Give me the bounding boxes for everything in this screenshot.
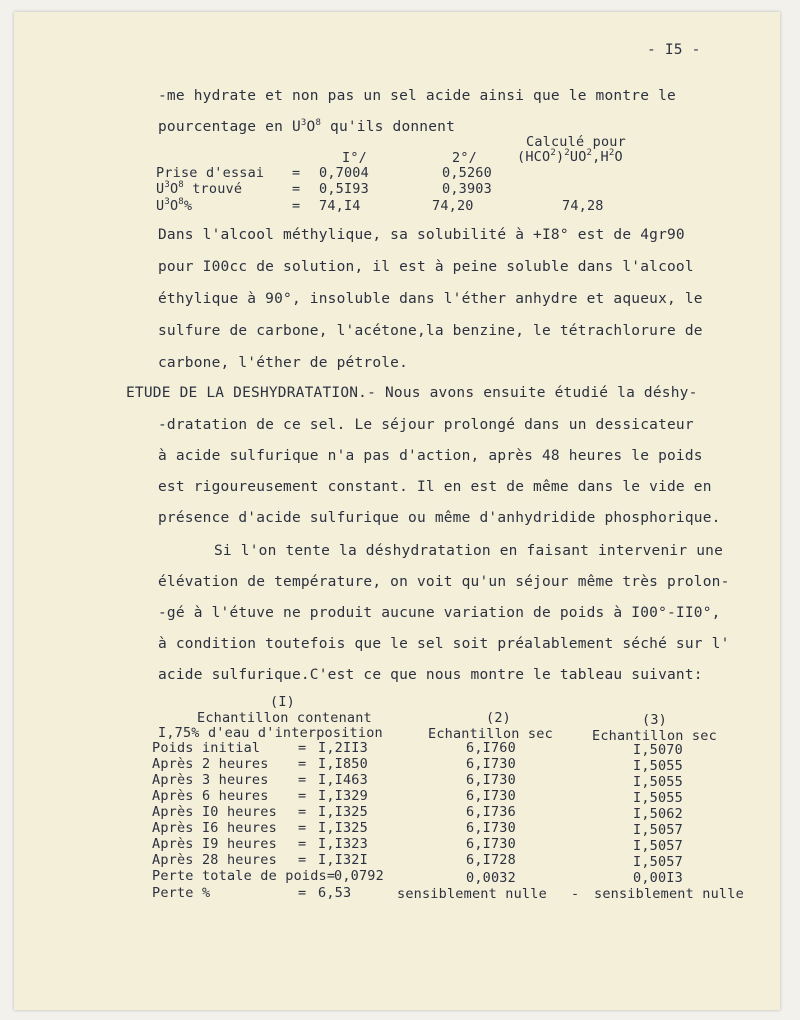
table2-col1-header: I,75% d'eau d'interposition	[158, 725, 383, 741]
text-line: sulfure de carbone, l'acétone,la benzine, le tétrachlorure de	[158, 323, 703, 339]
table2-cell: I,I32I	[318, 852, 368, 868]
table2-cell: 0,0032	[466, 870, 516, 886]
table1-cell: 0,5260	[442, 165, 492, 181]
document-page	[14, 12, 780, 1010]
table2-col3-header: Echantillon sec	[592, 728, 717, 744]
table2-cell: 6,I730	[466, 820, 516, 836]
table1-eq: =	[292, 181, 301, 197]
table2-eq: =	[298, 756, 307, 772]
text-line: éthylique à 90°, insoluble dans l'éther anhydre et aqueux, le	[158, 291, 703, 307]
table2-cell: 6,I730	[466, 788, 516, 804]
table2-row-label: Poids initial	[152, 740, 261, 756]
table1-cell: 74,I4	[319, 198, 361, 214]
table2-cell: I,5055	[633, 774, 683, 790]
table1-cell: 0,5I93	[319, 181, 369, 197]
table2-col2-header: Echantillon sec	[428, 726, 553, 742]
table2-cell: sensiblement nulle	[397, 886, 547, 902]
table1-calc-header: Calculé pour	[526, 134, 626, 150]
table1-row-label: $U^3O^8$ trouvé	[156, 180, 243, 197]
text-line: élévation de température, on voit qu'un séjour même très prolon-	[158, 574, 730, 590]
text-line: est rigoureusement constant. Il en est de même dans le vide en	[158, 479, 712, 495]
table2-separator: -	[571, 886, 580, 902]
table2-cell: I,I325	[318, 804, 368, 820]
text-line: à acide sulfurique n'a pas d'action, après 48 heures le poids	[158, 448, 703, 464]
table2-col3-number: (3)	[642, 712, 667, 728]
table1-eq: =	[292, 198, 301, 214]
table2-cell: 6,I760	[466, 740, 516, 756]
text-line: Si l'on tente la déshydratation en faisant intervenir une	[214, 543, 723, 559]
table2-eq: =	[298, 852, 307, 868]
table1-row-label: Prise d'essai	[156, 165, 265, 181]
text-line: carbone, l'éther de pétrole.	[158, 355, 409, 371]
table2-row-label: Après I0 heures	[152, 804, 277, 820]
table2-cell: I,I323	[318, 836, 368, 852]
table2-eq: =	[298, 788, 307, 804]
table1-eq: =	[292, 165, 301, 181]
table2-row-label: Après 2 heures	[152, 756, 269, 772]
table2-eq: =	[298, 740, 307, 756]
table2-eq: =	[298, 820, 307, 836]
text-line: pour I00cc de solution, il est à peine soluble dans l'alcool	[158, 259, 694, 275]
table2-row-label: Après 3 heures	[152, 772, 269, 788]
table2-row-label: Perte %	[152, 885, 211, 901]
table2-cell: 6,I728	[466, 852, 516, 868]
table2-row-label: Après 28 heures	[152, 852, 277, 868]
table2-cell: I,5057	[633, 838, 683, 854]
table2-cell: 6,I730	[466, 772, 516, 788]
table2-cell: I,5057	[633, 822, 683, 838]
table2-cell: 6,I730	[466, 756, 516, 772]
table2-row-label: Perte totale de poids=	[152, 868, 336, 884]
table2-eq: =	[298, 836, 307, 852]
text-line: à condition toutefois que le sel soit préalablement séché sur l'	[158, 636, 730, 652]
table2-cell: sensiblement nulle	[594, 886, 744, 902]
page-number: - I5 -	[647, 42, 701, 58]
text-line: Dans l'alcool méthylique, sa solubilité à +I8° est de 4gr90	[158, 227, 685, 243]
table2-cell: 0,0792	[334, 868, 384, 884]
table2-cell: 6,I736	[466, 804, 516, 820]
text-line: -me hydrate et non pas un sel acide ainsi que le montre le	[158, 88, 676, 104]
table2-eq: =	[298, 885, 307, 901]
text-line: acide sulfurique.C'est ce que nous montre le tableau suivant:	[158, 667, 703, 683]
table2-cell: 6,53	[318, 885, 352, 901]
text-line: pourcentage en $U^3O^8$ qu'ils donnent	[158, 118, 456, 135]
table1-col2-header: 2°/	[452, 150, 477, 166]
table2-col1-number: (I)	[270, 694, 295, 710]
table2-cell: I,I329	[318, 788, 368, 804]
table2-cell: I,5057	[633, 854, 683, 870]
section-heading-line: ETUDE DE LA DESHYDRATATION.- Nous avons ensuite étudié la déshy-	[126, 385, 698, 401]
table1-row-label: $U^3O^8\%$	[156, 197, 193, 214]
text-line: -dratation de ce sel. Le séjour prolongé dans un dessicateur	[158, 417, 694, 433]
table2-row-label: Après 6 heures	[152, 788, 269, 804]
table2-eq: =	[298, 772, 307, 788]
table2-cell: I,5062	[633, 806, 683, 822]
table2-cell: I,5070	[633, 742, 683, 758]
table2-cell: I,I463	[318, 772, 368, 788]
text-line: -gé à l'étuve ne produit aucune variation de poids à I00°-II0°,	[158, 605, 721, 621]
table1-cell: 74,28	[562, 198, 604, 214]
table2-cell: 6,I730	[466, 836, 516, 852]
table2-row-label: Après I6 heures	[152, 820, 277, 836]
text-line: présence d'acide sulfurique ou même d'anhydridide phosphorique.	[158, 510, 721, 526]
table2-cell: I,5055	[633, 758, 683, 774]
table1-col1-header: I°/	[342, 150, 367, 166]
table2-cell: I,2II3	[318, 740, 368, 756]
table1-cell: 0,7004	[319, 165, 369, 181]
table2-cell: I,I850	[318, 756, 368, 772]
table1-cell: 0,3903	[442, 181, 492, 197]
table2-col1-header: Echantillon contenant	[197, 710, 372, 726]
table1-calc-formula: $(HCO^2)^2UO^2,H^2O$	[517, 148, 623, 165]
table2-cell: 0,00I3	[633, 870, 683, 886]
table2-cell: I,I325	[318, 820, 368, 836]
table2-cell: I,5055	[633, 790, 683, 806]
table2-col2-number: (2)	[486, 710, 511, 726]
table2-eq: =	[298, 804, 307, 820]
table1-cell: 74,20	[432, 198, 474, 214]
table2-row-label: Après I9 heures	[152, 836, 277, 852]
